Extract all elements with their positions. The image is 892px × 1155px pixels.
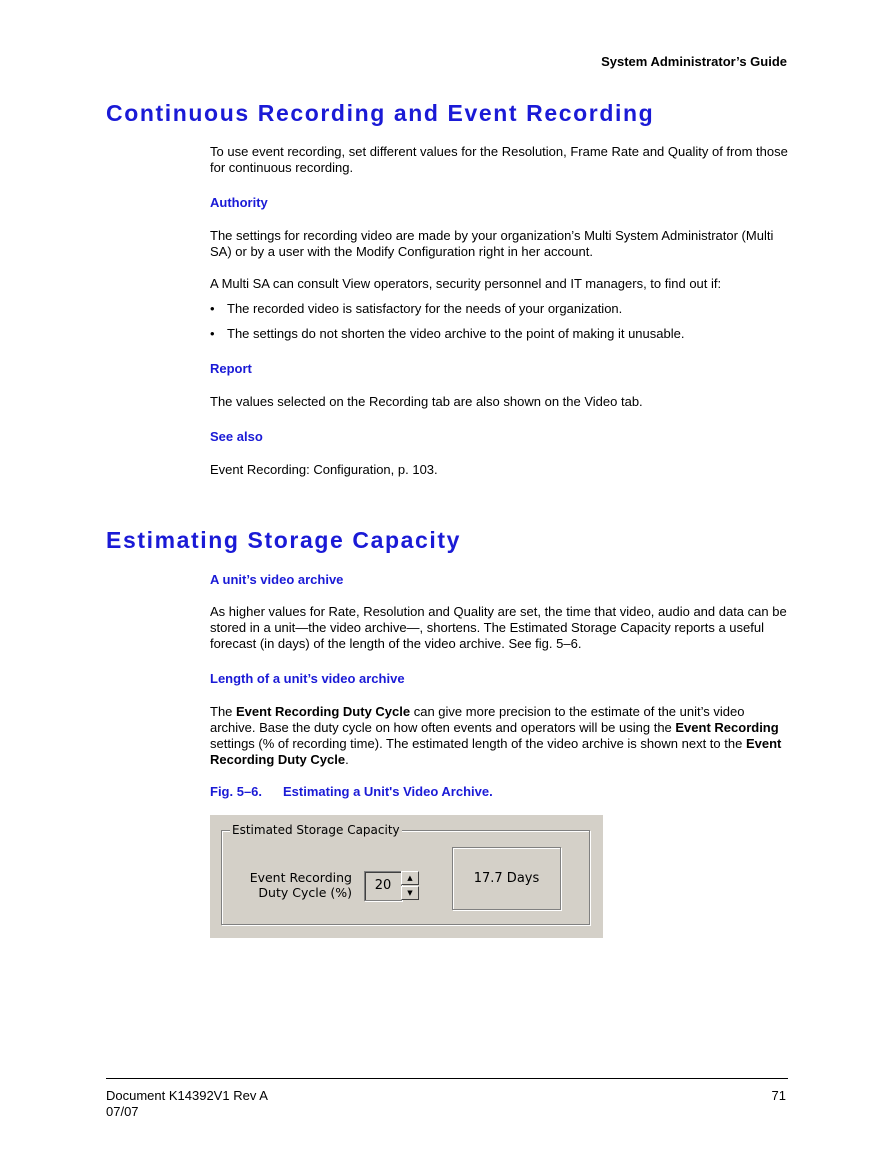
duty-cycle-label <box>246 870 352 900</box>
bullet-text: The recorded video is satisfactory for the needs of your organization. <box>227 301 623 316</box>
text-run: The <box>210 704 237 719</box>
figure-title: Estimating a Unit's Video Archive. <box>283 784 493 799</box>
archive-heading: A unit’s video archive <box>210 572 344 587</box>
spin-down-button[interactable] <box>401 886 419 900</box>
arrow-up-icon: ▲ <box>407 874 413 882</box>
spin-up-button[interactable] <box>401 871 419 885</box>
authority-para-1: The settings for recording video are made by your organization’s Multi System Administrator (Multi SA) or by a user with the Modify Configuration right in her account. <box>210 228 774 259</box>
term-duty-cycle: Event Recording Duty Cycle <box>210 736 782 767</box>
text-run: settings (% of recording time). The estimated length of the video archive is shown next to the <box>210 736 746 751</box>
groupbox-title: Estimated Storage Capacity <box>232 823 400 837</box>
report-heading: Report <box>210 361 252 376</box>
length-heading: Length of a unit’s video archive <box>210 671 405 686</box>
bullet-glyph: • <box>210 326 215 341</box>
section1-intro: To use event recording, set different values for the Resolution, Frame Rate and Quality of from those for continuous recording. <box>210 144 788 175</box>
section-title-continuous-recording: Continuous Recording and Event Recording <box>106 100 655 126</box>
archive-text: As higher values for Rate, Resolution and Quality are set, the time that video, audio and data can be stored in a unit—the video archive—, shortens. The Estimated Storage Capacity reports a useful forecast (in days) of the length of the video archive. See fig. 5–6. <box>210 604 787 651</box>
footer-divider <box>106 1078 788 1079</box>
document-id: Document K14392V1 Rev A <box>106 1088 268 1103</box>
storage-capacity-dialog <box>210 815 603 938</box>
arrow-down-icon: ▼ <box>407 889 413 897</box>
see-also-text: Event Recording: Configuration, p. 103. <box>210 462 438 477</box>
list-item <box>210 326 790 342</box>
authority-heading: Authority <box>210 195 268 210</box>
page-number: 71 <box>771 1088 786 1103</box>
figure-caption <box>210 784 790 800</box>
label-line: Event Recording <box>249 870 352 885</box>
document-date: 07/07 <box>106 1104 139 1119</box>
text-run: can give more precision to the estimate of the unit’s video archive. Base the duty cycle on how often events and operators will be using the <box>210 704 745 735</box>
list-item <box>210 301 790 317</box>
length-text <box>210 704 790 768</box>
figure-number: Fig. 5–6. <box>210 784 263 799</box>
term-event-recording: Event Recording <box>675 720 779 735</box>
footer-doc-info <box>106 1088 268 1120</box>
term-duty-cycle: Event Recording Duty Cycle <box>236 704 411 719</box>
authority-para-2: A Multi SA can consult View operators, security personnel and IT managers, to find out if: <box>210 276 722 291</box>
authority-bullet-list <box>210 301 790 342</box>
duty-cycle-input[interactable]: 20 <box>364 871 402 901</box>
report-text: The values selected on the Recording tab are also shown on the Video tab. <box>210 394 643 409</box>
label-line: Duty Cycle (%) <box>258 885 352 900</box>
bullet-glyph: • <box>210 301 215 316</box>
text-run: . <box>345 752 349 767</box>
see-also-heading: See also <box>210 429 263 444</box>
estimated-days-readout: 17.7 Days <box>452 847 561 910</box>
bullet-text: The settings do not shorten the video archive to the point of making it unusable. <box>227 326 685 341</box>
section-title-estimating-storage: Estimating Storage Capacity <box>106 527 462 553</box>
running-header: System Administrator’s Guide <box>601 54 787 69</box>
